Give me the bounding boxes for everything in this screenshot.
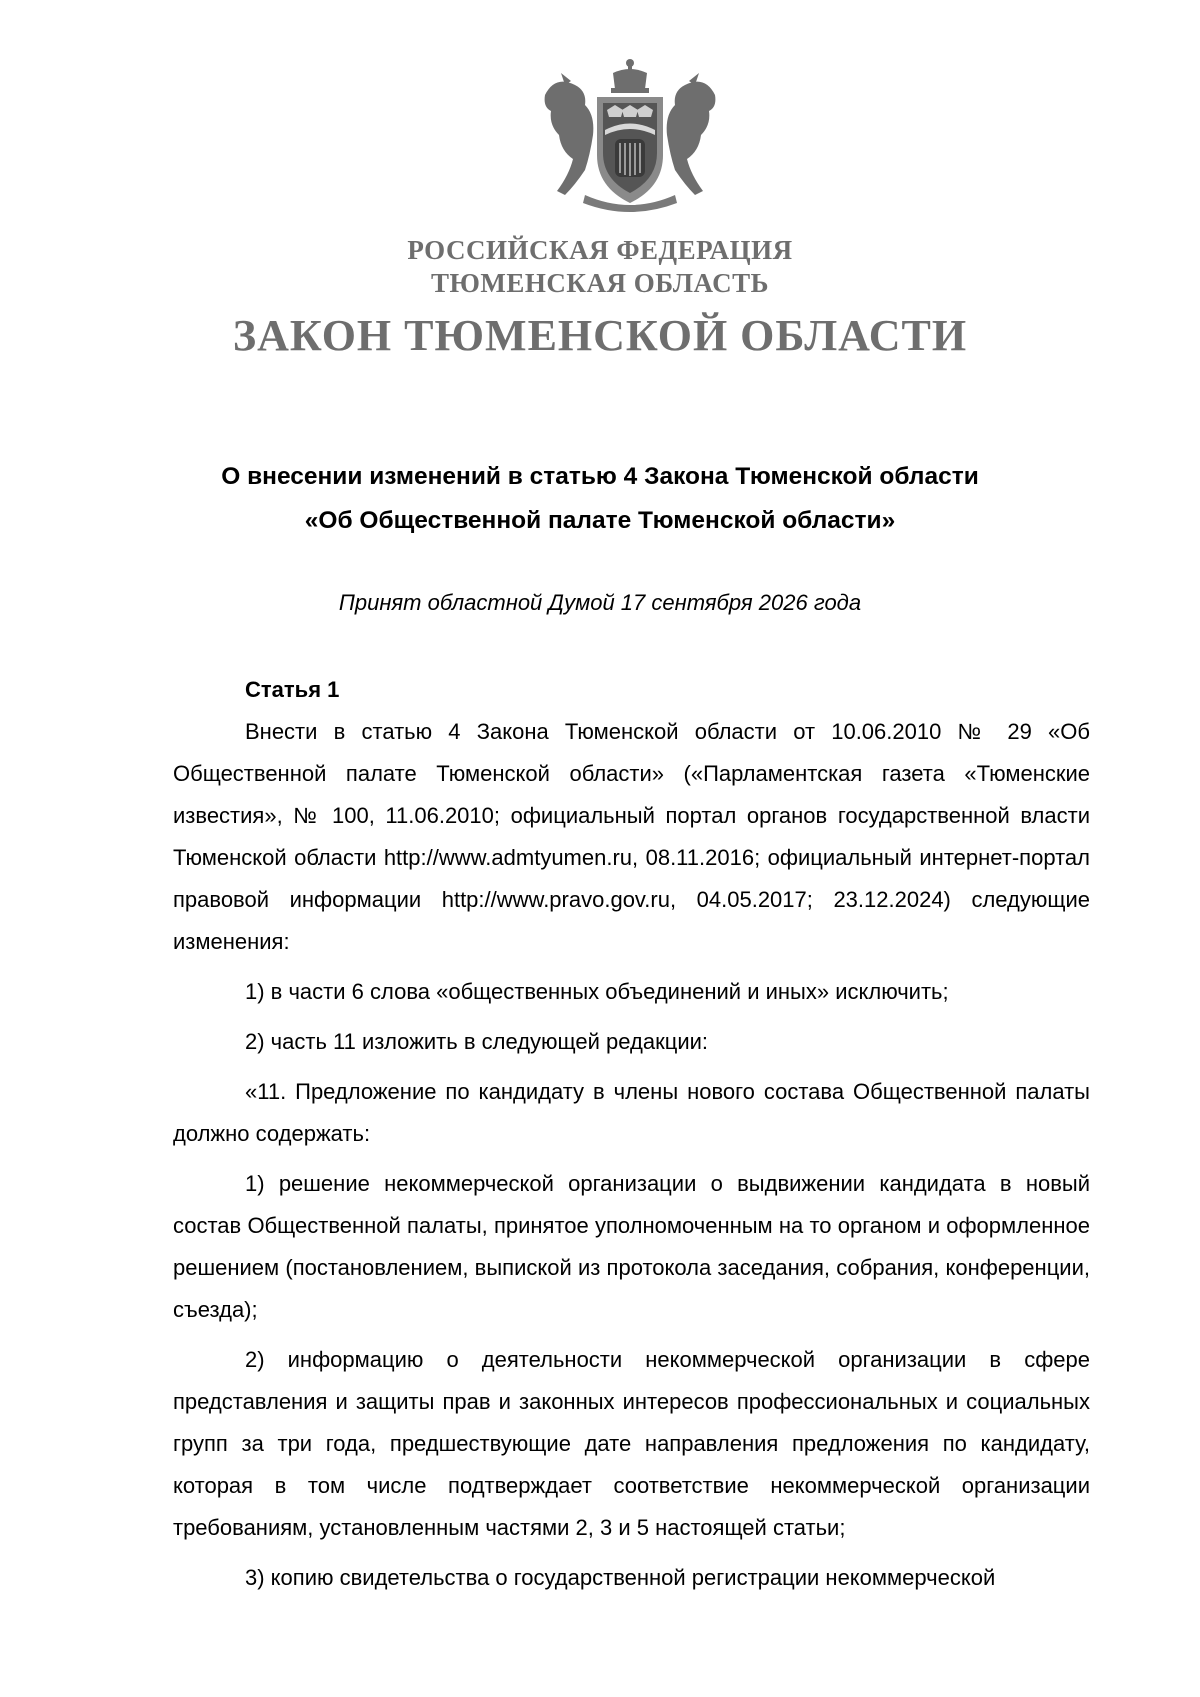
coat-of-arms-icon xyxy=(535,55,725,215)
paragraph: 2) часть 11 изложить в следующей редакции: xyxy=(245,1029,709,1054)
law-body xyxy=(173,669,1090,1599)
paragraph: 1) решение некоммерческой организации о выдвижении кандидата в новый состав Общественной палаты, принятое уполномоченным на то органом и оформленное решением (постановлением, выпиской из протокола заседания, собрания, конференции, съезда); xyxy=(173,1171,1090,1322)
paragraph: 1) в части 6 слова «общественных объединений и иных» исключить; xyxy=(245,979,949,1004)
law-title xyxy=(150,455,1050,543)
adoption-note: Принят областной Думой 17 сентября 2026 года xyxy=(338,590,862,615)
country-name: РОССИЙСКАЯ ФЕДЕРАЦИЯ xyxy=(407,235,793,265)
region-name: ТЮМЕНСКАЯ ОБЛАСТЬ xyxy=(430,268,770,298)
document-type: ЗАКОН ТЮМЕНСКОЙ ОБЛАСТИ xyxy=(232,311,968,360)
paragraph: 3) копию свидетельства о государственной регистрации некоммерческой xyxy=(245,1565,996,1590)
law-title-line-1: О внесении изменений в статью 4 Закона Тюменской области xyxy=(221,463,979,490)
law-title-line-2: «Об Общественной палате Тюменской области» xyxy=(304,507,896,534)
paragraph: Внести в статью 4 Закона Тюменской области от 10.06.2010 № 29 «Об Общественной палате Тюменской области» («Парламентская газета «Тюменские известия», № 100, 11.06.2010; официальный портал органов государственной власти Тюменской области http://www.admtyumen.ru, 08.11.2016; официальный интернет-портал правовой информации http://www.pravo.gov.ru, 04.05.2017; 23.12.2024) следующие изменения: xyxy=(173,719,1090,954)
paragraph: 2) информацию о деятельности некоммерческой организации в сфере представления и защиты прав и законных интересов профессиональных и социальных групп за три года, предшествующие дате направления предложения по кандидату, которая в том числе подтверждает соответствие некоммерческой организации требованиям, установленным частями 2, 3 и 5 настоящей статьи; xyxy=(173,1347,1090,1540)
article-heading: Статья 1 xyxy=(245,677,340,702)
paragraph: «11. Предложение по кандидату в члены нового состава Общественной палаты должно содержать: xyxy=(173,1079,1090,1146)
